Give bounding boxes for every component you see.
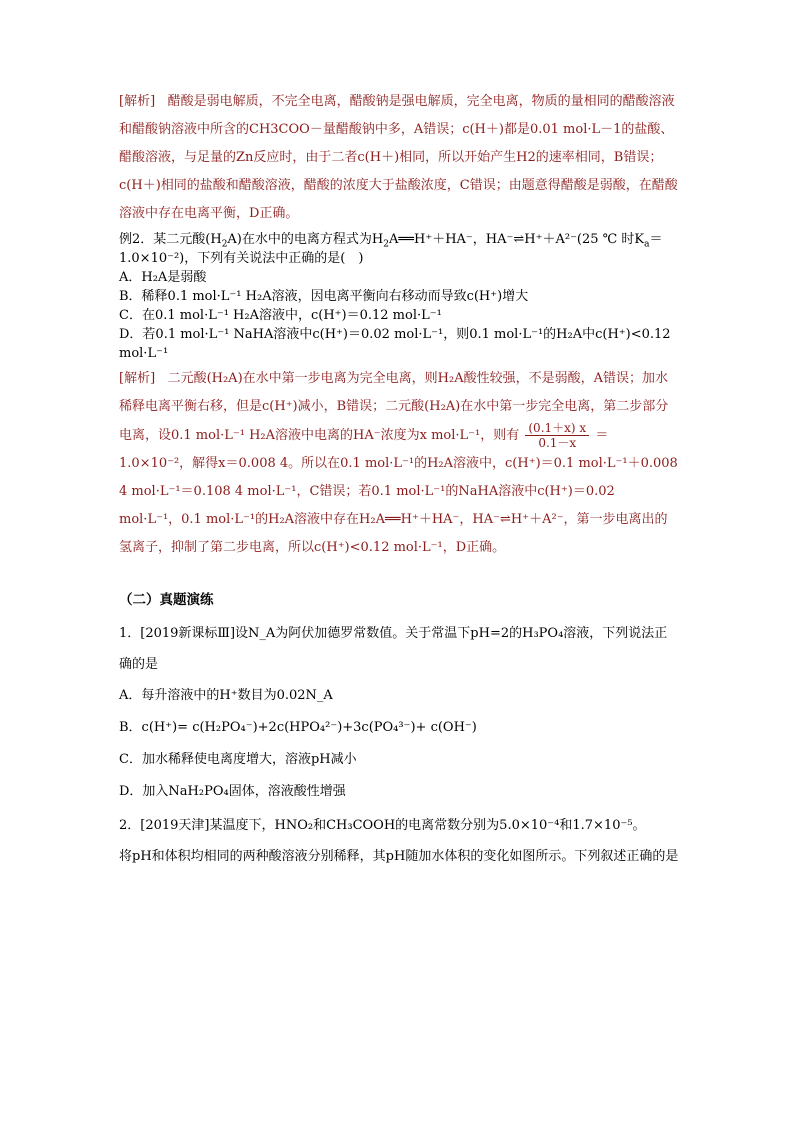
question-1-option-c: C．加水稀释使电离度增大，溶液pH减小: [119, 752, 357, 767]
example-2: [119, 230, 679, 363]
fraction-numerator: (0.1＋x) x: [525, 421, 589, 436]
question-1-option-d: D．加入NaH₂PO₄固体，溶液酸性增强: [119, 784, 346, 799]
analysis-text: 醋酸是弱电解质，不完全电离，醋酸钠是强电解质，完全电离，物质的量相同的醋酸溶液和醋酸钠溶液中所含的CH3COO－量醋酸钠中多，A错误；c(H＋)都是0.01 mol·L－1的盐酸、醋酸溶液，与足量的Zn反应时，由于二者c(H＋)相同，所以开始产生H2的速率相同，B错误；c(H＋)相同的盐酸和醋酸溶液，醋酸的浓度大于盐酸浓度，C错误；由题意得醋酸是弱酸，在醋酸溶液中存在电离平衡，D正确。: [119, 94, 678, 221]
analysis-label: [解析]: [119, 371, 156, 386]
section-title: （二）真题演练: [119, 592, 214, 608]
analysis-1: [119, 88, 679, 228]
question-1-option-a: A．每升溶液中的H⁺数目为0.02N_A: [119, 688, 333, 703]
example-2-option-d: D．若0.1 mol·L⁻¹ NaHA溶液中c(H⁺)＝0.02 mol·L⁻¹，则0.1 mol·L⁻¹的H₂A中c(H⁺)<0.12 mol·L⁻¹: [119, 327, 671, 361]
example-2-option-b: B．稀释0.1 mol·L⁻¹ H₂A溶液，因电离平衡向右移动而导致c(H⁺)增大: [119, 289, 529, 304]
example-2-option-c: C．在0.1 mol·L⁻¹ H₂A溶液中，c(H⁺)＝0.12 mol·L⁻¹: [119, 308, 442, 323]
question-1-stem: 1．[2019新课标Ⅲ]设N_A为阿伏加德罗常数值。关于常温下pH=2的H₃PO₄溶液，下列说法正确的是: [119, 626, 668, 672]
question-1-option-b: B．c(H⁺)= c(H₂PO₄⁻)+2c(HPO₄²⁻)+3c(PO₄³⁻)+ c(OH⁻): [119, 720, 477, 735]
question-2: [119, 810, 679, 872]
question-2-stem-1: 2．[2019天津]某温度下，HNO₂和CH₃COOH的电离常数分别为5.0×10⁻⁴和1.7×10⁻⁵。: [119, 818, 646, 833]
analysis-2-part-1: 二元酸(H₂A)在水中第一步电离为完全电离，则H₂A酸性较强，不是弱酸，A错误；加水稀释电离平衡右移，但是c(H⁺)减小，B错误；二元酸(H₂A)在水中第一步完全电离，第二步部分电离，设0.1 mol·L⁻¹ H₂A溶液中电离的HA⁻浓度为x mol·L⁻¹，则有: [119, 371, 669, 443]
fraction-denominator: 0.1－x: [538, 436, 577, 450]
analysis-2: [119, 365, 679, 562]
example-2-option-a: A．H₂A是弱酸: [119, 270, 207, 285]
question-1: [119, 618, 679, 808]
example-2-stem: 例2．某二元酸$(H_2A)$在水中的电离方程式为$H_2A══H^++HA^-$，HA⁻⇌H⁺＋A²⁻(25 ℃ 时$K_a=1.0\times 10^{-2}$)，下列有关说法中正确的是( ): [119, 232, 663, 266]
document-page: [119, 88, 679, 872]
analysis-2-part-2: ＝1.0×10⁻²，解得x＝0.008 4。所以在0.1 mol·L⁻¹的H₂A溶液中，c(H⁺)＝0.1 mol·L⁻¹＋0.008 4 mol·L⁻¹＝0.108 4 mol·L⁻¹，C错误；若0.1 mol·L⁻¹的NaHA溶液中c(H⁺)＝0.02 mol·L⁻¹，0.1 mol·L⁻¹的H₂A溶液中存在H₂A══H⁺＋HA⁻，HA⁻⇌H⁺＋A²⁻，第一步电离出的氢离子，抑制了第二步电离，所以c(H⁺)<0.12 mol·L⁻¹，D正确。: [119, 428, 678, 555]
analysis-label: [解析]: [119, 94, 156, 109]
question-2-stem-2: 将pH和体积均相同的两种酸溶液分别稀释，其pH随加水体积的变化如图所示。下列叙述正确的是: [119, 849, 679, 864]
fraction: [525, 421, 589, 450]
